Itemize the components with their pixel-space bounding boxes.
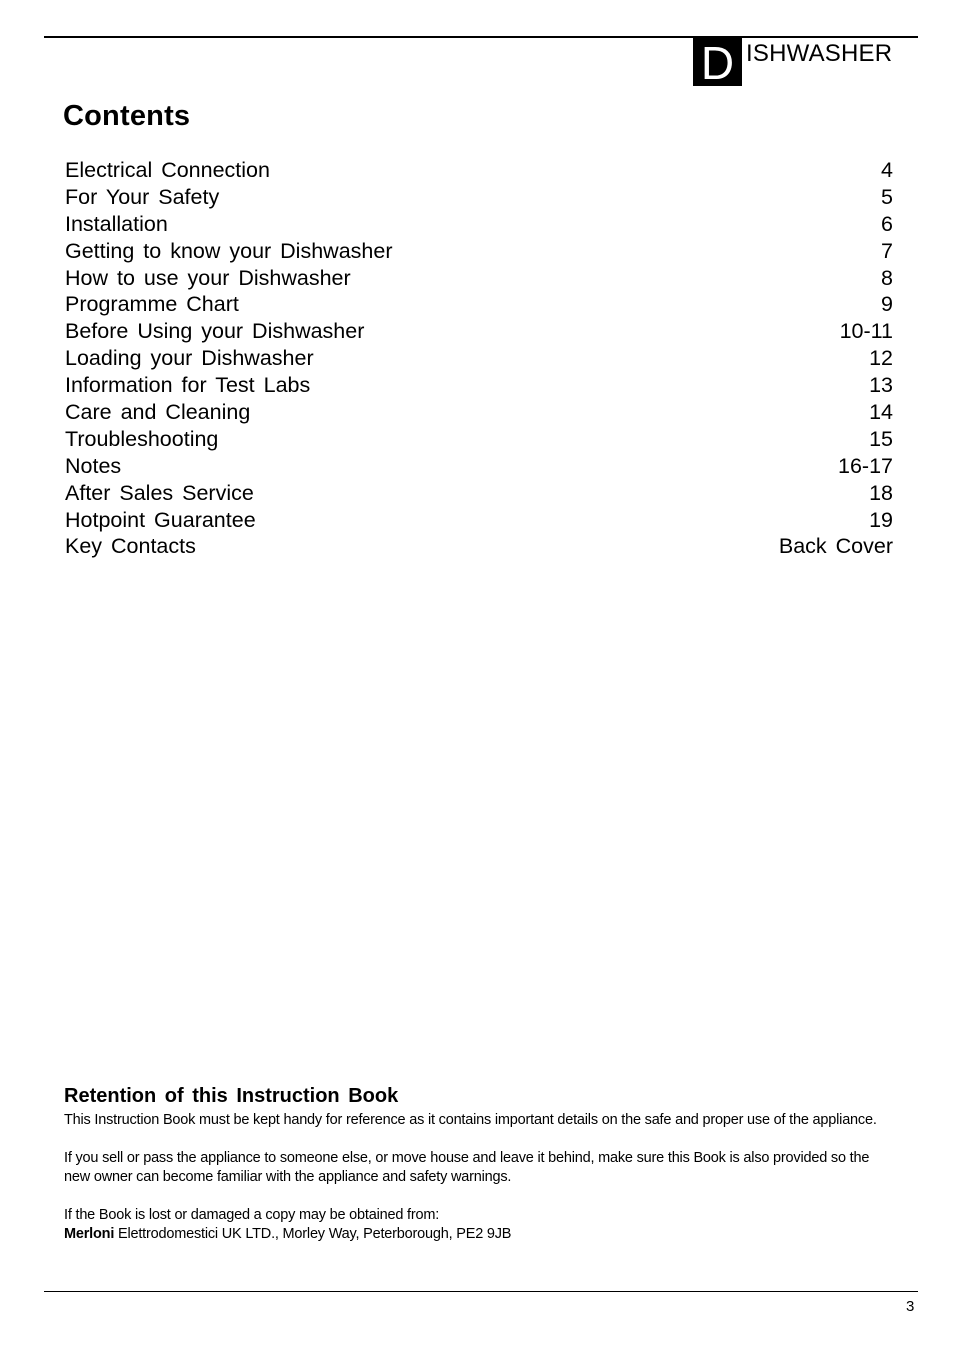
toc-entry-label: Getting to know your Dishwasher bbox=[65, 238, 393, 263]
toc-entry-page: 10-11 bbox=[839, 319, 893, 344]
toc-entry-page: 4 bbox=[881, 158, 893, 182]
toc-entry-label: Loading your Dishwasher bbox=[65, 346, 314, 371]
toc-entry-page: 8 bbox=[881, 265, 893, 290]
toc-entry[interactable] bbox=[65, 291, 893, 318]
toc-entry-page: 15 bbox=[869, 426, 893, 451]
toc-entry-label: Installation bbox=[65, 211, 168, 236]
toc-entry[interactable] bbox=[65, 157, 893, 184]
toc-entry-label: Care and Cleaning bbox=[65, 400, 251, 425]
toc-entry[interactable] bbox=[65, 238, 893, 265]
toc-entry-label: Electrical Connection bbox=[65, 158, 270, 182]
toc-entry-page: 6 bbox=[881, 211, 893, 236]
retention-heading: Retention of this Instruction Book bbox=[64, 1085, 399, 1107]
toc-entry-label: Before Using your Dishwasher bbox=[65, 319, 365, 344]
toc-entry[interactable] bbox=[65, 372, 893, 399]
toc-entry[interactable] bbox=[65, 345, 893, 372]
toc-entry[interactable] bbox=[65, 507, 893, 534]
toc-entry-label: Troubleshooting bbox=[65, 426, 219, 451]
toc-entry-page: 16-17 bbox=[838, 453, 893, 478]
toc-entry[interactable] bbox=[65, 211, 893, 238]
toc-entry[interactable] bbox=[65, 265, 893, 292]
toc-entry[interactable] bbox=[65, 318, 893, 345]
brand-name: Merloni bbox=[64, 1226, 115, 1242]
toc-entry-page: 18 bbox=[869, 480, 893, 505]
toc-entry-label: Programme Chart bbox=[65, 292, 239, 317]
header-title-rest: ISHWASHER bbox=[746, 40, 893, 67]
section-header bbox=[693, 37, 893, 89]
bottom-rule bbox=[44, 1291, 918, 1292]
toc-entry-page: 7 bbox=[881, 238, 893, 263]
toc-entry[interactable] bbox=[65, 453, 893, 480]
toc-entry-label: For Your Safety bbox=[65, 184, 220, 209]
toc-entry-label: Key Contacts bbox=[65, 534, 196, 559]
toc-entry-page: 19 bbox=[869, 507, 893, 532]
page-title: Contents bbox=[63, 100, 191, 132]
toc-entry-page: 9 bbox=[881, 292, 893, 317]
toc-entry-label: After Sales Service bbox=[65, 480, 254, 505]
table-of-contents bbox=[65, 157, 893, 560]
retention-paragraph-3 bbox=[64, 1206, 894, 1245]
toc-entry-label: How to use your Dishwasher bbox=[65, 265, 351, 290]
toc-entry-label: Notes bbox=[65, 453, 122, 478]
toc-entry-page: Back Cover bbox=[778, 534, 893, 559]
toc-entry-label: Information for Test Labs bbox=[65, 373, 311, 398]
toc-entry-page: 5 bbox=[881, 184, 893, 209]
retention-paragraph-2: If you sell or pass the appliance to someone else, or move house and leave it behind, make sure this Book is also provided so the new owner can become familiar with the appliance and safety warnings. bbox=[64, 1149, 870, 1185]
toc-entry-page: 14 bbox=[869, 400, 893, 425]
retention-section bbox=[64, 1085, 894, 1245]
retention-paragraph-1: This Instruction Book must be kept handy for reference as it contains important details on the safe and proper use of the appliance. bbox=[64, 1112, 877, 1128]
toc-entry[interactable] bbox=[65, 184, 893, 211]
toc-entry-label: Hotpoint Guarantee bbox=[65, 507, 256, 532]
company-address: Elettrodomestici UK LTD., Morley Way, Peterborough, PE2 9JB bbox=[114, 1226, 512, 1242]
toc-entry[interactable] bbox=[65, 480, 893, 507]
toc-entry[interactable] bbox=[65, 426, 893, 453]
header-initial-box: D bbox=[693, 38, 742, 86]
toc-entry[interactable] bbox=[65, 533, 893, 560]
toc-entry-page: 13 bbox=[869, 373, 893, 398]
page-number: 3 bbox=[906, 1298, 915, 1315]
toc-entry-page: 12 bbox=[869, 346, 893, 371]
retention-source-text: If the Book is lost or damaged a copy may be obtained from: bbox=[64, 1206, 440, 1223]
toc-entry[interactable] bbox=[65, 399, 893, 426]
